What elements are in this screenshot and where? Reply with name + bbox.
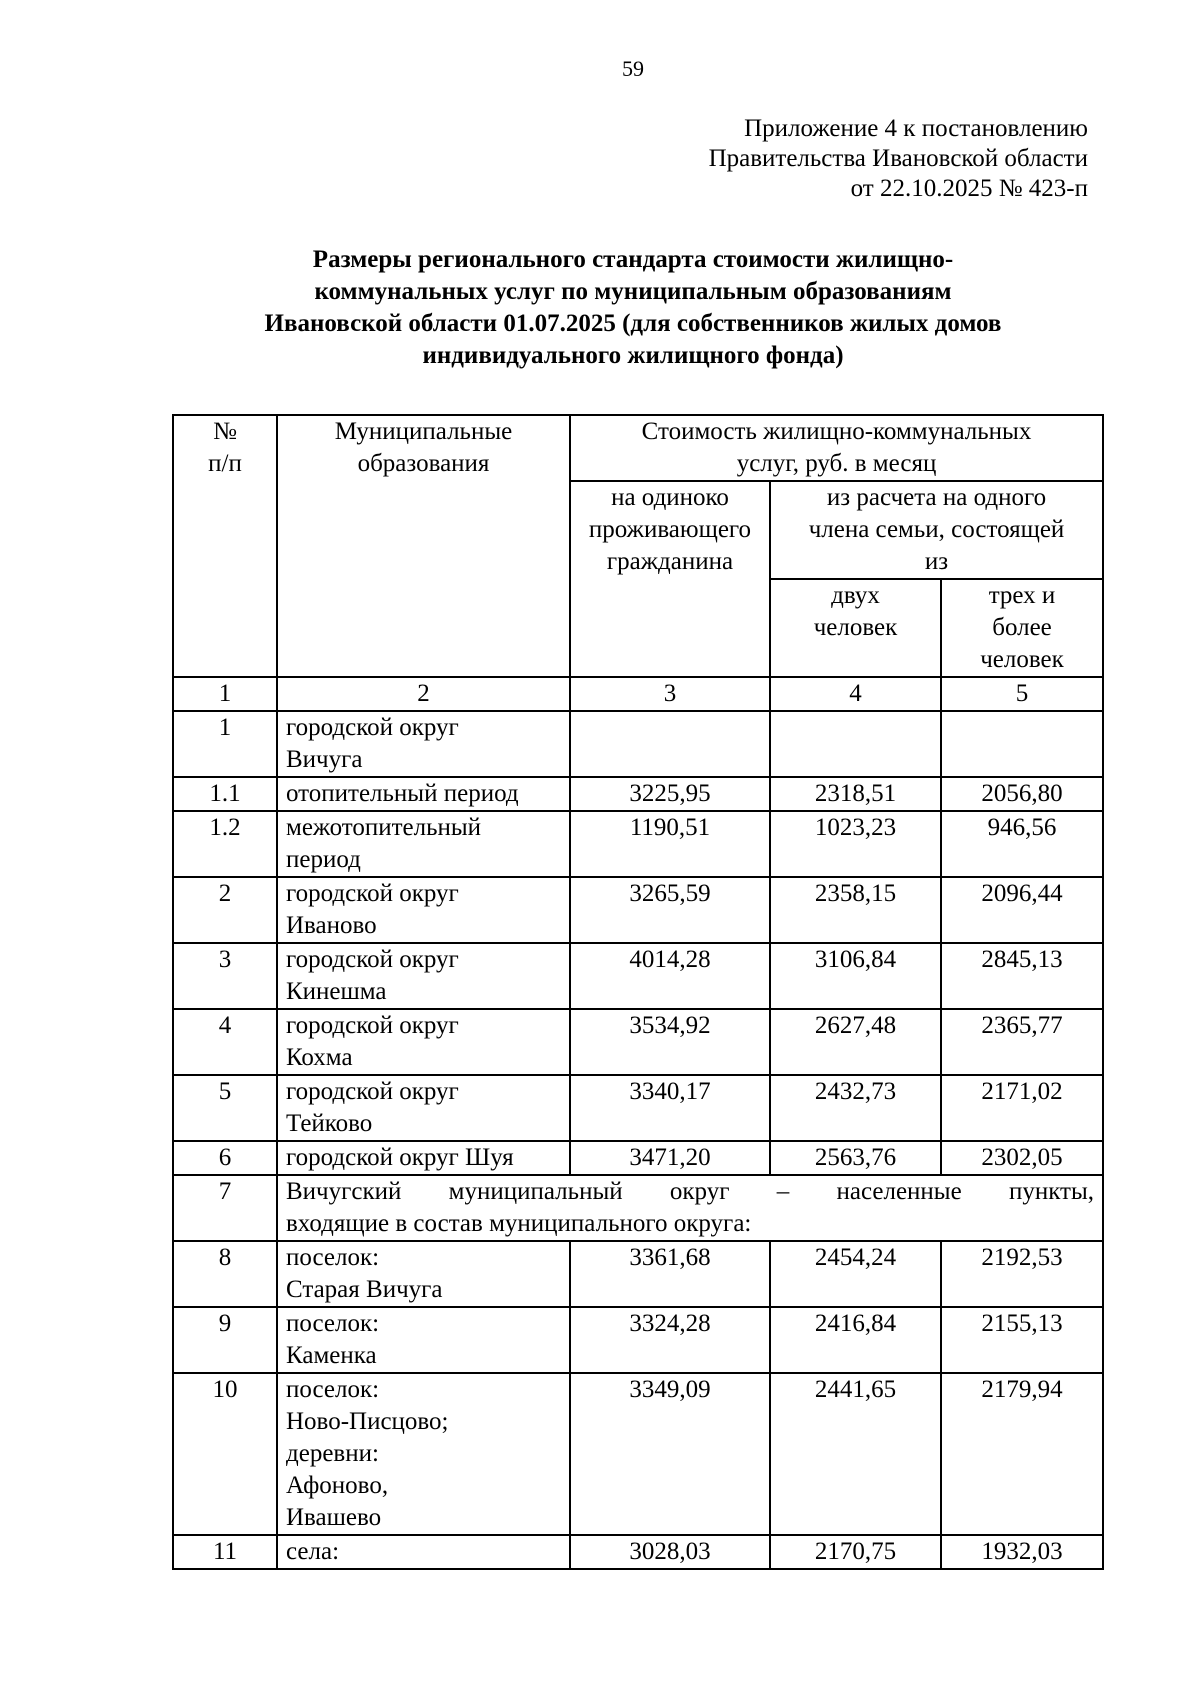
column-number: 5 <box>941 677 1103 711</box>
municipality-name <box>277 1535 570 1569</box>
municipality-name-line: поселок: <box>286 1376 380 1403</box>
cost-single: 3225,95 <box>570 777 770 811</box>
table-row <box>173 1175 1103 1241</box>
title-line: индивидуального жилищного фонда) <box>422 342 844 369</box>
cost-three-plus: 2179,94 <box>941 1373 1103 1535</box>
cost-two-persons: 2416,84 <box>770 1307 941 1373</box>
cost-single: 3265,59 <box>570 877 770 943</box>
table-row <box>173 711 1103 777</box>
table-body <box>173 711 1103 1569</box>
header-single: на одиноко проживающего гражданина <box>570 481 770 677</box>
cost-two-persons: 2627,48 <box>770 1009 941 1075</box>
cost-two-persons: 2432,73 <box>770 1075 941 1141</box>
table-row <box>173 1373 1103 1535</box>
cost-two-persons: 2454,24 <box>770 1241 941 1307</box>
cost-three-plus: 2171,02 <box>941 1075 1103 1141</box>
municipality-name <box>277 811 570 877</box>
cost-three-plus: 2192,53 <box>941 1241 1103 1307</box>
group-label-word: – <box>776 1178 790 1205</box>
cost-three-plus: 2155,13 <box>941 1307 1103 1373</box>
document-title <box>160 244 1106 372</box>
table-row <box>173 943 1103 1009</box>
municipality-name-line: деревни: <box>286 1440 379 1467</box>
table-row <box>173 1307 1103 1373</box>
cost-three-plus: 1932,03 <box>941 1535 1103 1569</box>
column-number: 3 <box>570 677 770 711</box>
group-label-word: пункты, <box>1008 1178 1095 1205</box>
header-two: двух человек <box>770 579 941 677</box>
group-label-line: входящие в состав муниципального округа: <box>286 1210 752 1237</box>
municipality-name-line: поселок: <box>286 1310 380 1337</box>
title-line: коммунальных услуг по муниципальным образованиям <box>314 278 952 305</box>
table-row <box>173 1535 1103 1569</box>
header-cost: Стоимость жилищно-коммунальных услуг, руб. в месяц <box>570 415 1103 481</box>
cost-two-persons: 2170,75 <box>770 1535 941 1569</box>
municipality-name-line: Кохма <box>286 1044 353 1071</box>
cost-three-plus: 946,56 <box>941 811 1103 877</box>
group-label-word: населенные <box>836 1178 962 1205</box>
table-row <box>173 877 1103 943</box>
cost-two-persons <box>770 711 941 777</box>
page-number: 59 <box>622 56 644 81</box>
municipality-name-line: Иваново <box>286 912 377 939</box>
cost-single: 3534,92 <box>570 1009 770 1075</box>
row-number: 8 <box>173 1241 277 1307</box>
municipality-name-line: Кинешма <box>286 978 387 1005</box>
row-number: 2 <box>173 877 277 943</box>
municipality-name-line: села: <box>286 1538 340 1565</box>
municipality-group-label <box>277 1175 1103 1241</box>
appendix-line: от 22.10.2025 № 423-п <box>850 175 1088 202</box>
municipality-name <box>277 943 570 1009</box>
municipality-name <box>277 877 570 943</box>
header-per-member: из расчета на одного члена семьи, состоящей из <box>770 481 1103 579</box>
cost-two-persons: 3106,84 <box>770 943 941 1009</box>
municipality-name-line: Ивашево <box>286 1504 382 1531</box>
appendix-line: Правительства Ивановской области <box>708 145 1088 172</box>
municipality-name <box>277 777 570 811</box>
cost-single: 3349,09 <box>570 1373 770 1535</box>
group-label-word: округ <box>669 1178 730 1205</box>
row-number: 1 <box>173 711 277 777</box>
appendix-line: Приложение 4 к постановлению <box>744 115 1088 142</box>
header-number: № п/п <box>173 415 277 677</box>
cost-single <box>570 711 770 777</box>
header-municipality: Муниципальные образования <box>277 415 570 677</box>
municipality-name-line: межотопительный <box>286 814 482 841</box>
municipality-name-line: отопительный период <box>286 780 519 807</box>
municipality-name-line: Афоново, <box>286 1472 389 1499</box>
row-number: 4 <box>173 1009 277 1075</box>
municipality-name <box>277 711 570 777</box>
table-header <box>173 415 1103 711</box>
cost-two-persons: 2563,76 <box>770 1141 941 1175</box>
municipality-name-line: Старая Вичуга <box>286 1276 443 1303</box>
column-number: 2 <box>277 677 570 711</box>
cost-single: 3361,68 <box>570 1241 770 1307</box>
title-line: Ивановской области 01.07.2025 (для собственников жилых домов <box>264 310 1002 337</box>
municipality-name <box>277 1241 570 1307</box>
municipality-name-line: Ново-Писцово; <box>286 1408 449 1435</box>
cost-three-plus <box>941 711 1103 777</box>
cost-three-plus: 2845,13 <box>941 943 1103 1009</box>
group-label-word: муниципальный <box>448 1178 623 1205</box>
row-number: 6 <box>173 1141 277 1175</box>
cost-single: 3028,03 <box>570 1535 770 1569</box>
municipality-name-line: период <box>286 846 361 873</box>
municipality-name-line: Тейково <box>286 1110 373 1137</box>
cost-single: 3324,28 <box>570 1307 770 1373</box>
cost-two-persons: 2358,15 <box>770 877 941 943</box>
municipality-name-line: городской округ <box>286 1078 459 1105</box>
municipality-name <box>277 1075 570 1141</box>
group-label-word: Вичугский <box>286 1178 402 1205</box>
row-number: 10 <box>173 1373 277 1535</box>
table-row <box>173 1009 1103 1075</box>
cost-three-plus: 2365,77 <box>941 1009 1103 1075</box>
cost-two-persons: 1023,23 <box>770 811 941 877</box>
cost-three-plus: 2056,80 <box>941 777 1103 811</box>
municipality-name-line: Вичуга <box>286 746 363 773</box>
municipality-name-line: поселок: <box>286 1244 380 1271</box>
header-three: трех и более человек <box>941 579 1103 677</box>
cost-two-persons: 2441,65 <box>770 1373 941 1535</box>
cost-single: 3340,17 <box>570 1075 770 1141</box>
municipality-name-line: Каменка <box>286 1342 377 1369</box>
municipality-name <box>277 1141 570 1175</box>
title-line: Размеры регионального стандарта стоимости жилищно- <box>312 246 954 273</box>
cost-three-plus: 2096,44 <box>941 877 1103 943</box>
municipality-name-line: городской округ <box>286 1012 459 1039</box>
cost-single: 3471,20 <box>570 1141 770 1175</box>
municipality-name-line: городской округ <box>286 714 459 741</box>
municipality-name <box>277 1373 570 1535</box>
municipality-name-line: городской округ <box>286 880 459 907</box>
row-number: 9 <box>173 1307 277 1373</box>
column-number: 4 <box>770 677 941 711</box>
cost-three-plus: 2302,05 <box>941 1141 1103 1175</box>
cost-two-persons: 2318,51 <box>770 777 941 811</box>
municipality-name-line: городской округ Шуя <box>286 1144 514 1171</box>
table-row <box>173 1141 1103 1175</box>
municipality-name <box>277 1009 570 1075</box>
row-number: 1.1 <box>173 777 277 811</box>
municipality-name-line: городской округ <box>286 946 459 973</box>
column-number-row <box>173 677 1103 711</box>
tariff-table <box>172 414 1104 1570</box>
cost-single: 4014,28 <box>570 943 770 1009</box>
row-number: 11 <box>173 1535 277 1569</box>
row-number: 3 <box>173 943 277 1009</box>
row-number: 7 <box>173 1175 277 1241</box>
table-row <box>173 1075 1103 1141</box>
row-number: 5 <box>173 1075 277 1141</box>
municipality-name <box>277 1307 570 1373</box>
row-number: 1.2 <box>173 811 277 877</box>
table-row <box>173 1241 1103 1307</box>
appendix-reference <box>709 114 1088 204</box>
cost-single: 1190,51 <box>570 811 770 877</box>
column-number: 1 <box>173 677 277 711</box>
table-row <box>173 777 1103 811</box>
table-row <box>173 811 1103 877</box>
